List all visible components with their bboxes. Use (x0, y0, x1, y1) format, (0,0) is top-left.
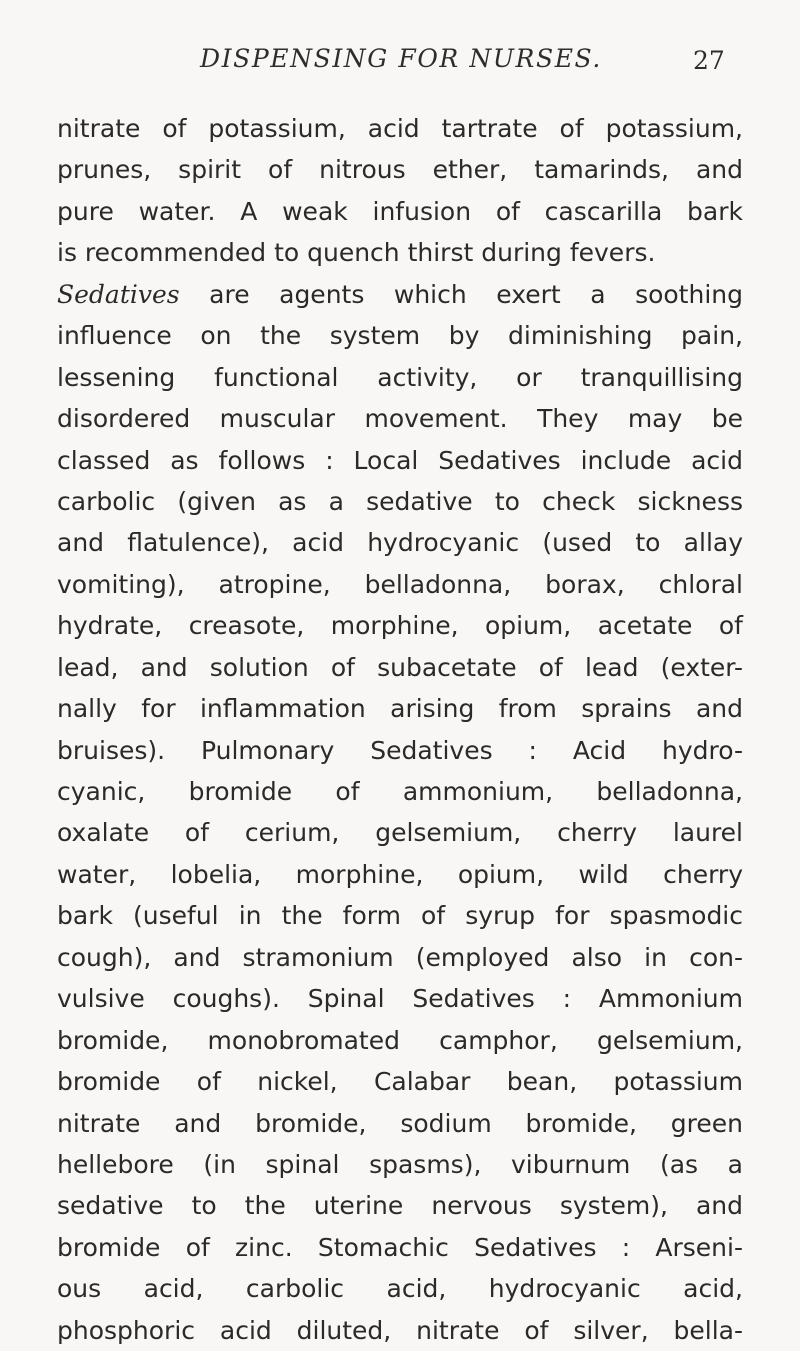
text-line: bark (useful in the form of syrup for spasmodic (57, 901, 743, 931)
text-line: cyanic, bromide of ammonium, belladonna, (57, 777, 743, 806)
text-line: hellebore (in spinal spasms), viburnum (as a (57, 1149, 743, 1179)
text-line: and flatulence), acid hydrocyanic (used to allay (57, 528, 743, 558)
text-line: is recommended to quench thirst during fevers. (57, 238, 656, 268)
paragraph-first-line (57, 274, 743, 315)
text-line: nitrate and bromide, sodium bromide, green (57, 1108, 743, 1138)
text-line: vulsive coughs). Spinal Sedatives : Ammonium (57, 984, 743, 1014)
text-line: bromide, monobromated camphor, gelsemium, (57, 1025, 743, 1055)
text-line: bromide of nickel, Calabar bean, potassium (57, 1067, 743, 1097)
text-line: water, lobelia, morphine, opium, wild cherry (57, 859, 743, 889)
text-line: lessening functional activity, or tranquillising (57, 362, 743, 392)
page-number: 27 (693, 46, 725, 75)
text-line: lead, and solution of subacetate of lead (exter- (57, 652, 743, 682)
text-line: bromide of zinc. Stomachic Sedatives : Arseni- (57, 1232, 743, 1262)
running-header (0, 44, 800, 84)
text-line: prunes, spirit of nitrous ether, tamarinds, and (57, 155, 743, 185)
text-line: sedative to the uterine nervous system), and (57, 1191, 743, 1221)
text-line: disordered muscular movement. They may be (57, 404, 743, 434)
text-line: nally for inflammation arising from sprains and (57, 694, 743, 724)
text-line: hydrate, creasote, morphine, opium, acetate of (57, 611, 743, 641)
text-line: phosphoric acid diluted, nitrate of silver, bella- (57, 1315, 743, 1345)
text-line: cough), and stramonium (employed also in con- (57, 942, 743, 972)
text-line: pure water. A weak infusion of cascarilla bark (57, 196, 743, 226)
text-line: oxalate of cerium, gelsemium, cherry laurel (57, 818, 743, 848)
text-line: vomiting), atropine, belladonna, borax, chloral (57, 569, 743, 599)
text-line: influence on the system by diminishing pain, (57, 321, 743, 351)
running-title: DISPENSING FOR NURSES. (200, 44, 602, 73)
text-line: nitrate of potassium, acid tartrate of potassium, (57, 114, 743, 143)
text-line: bruises). Pulmonary Sedatives : Acid hydro- (57, 735, 743, 765)
text-line: carbolic (given as a sedative to check sickness (57, 486, 743, 516)
text-line: classed as follows : Local Sedatives include acid (57, 445, 743, 475)
lead-term-sedatives: Sedatives (57, 279, 180, 309)
body-text (57, 108, 743, 1351)
text-line: ous acid, carbolic acid, hydrocyanic acid, (57, 1274, 743, 1304)
first-line-rest: are agents which exert a soothing (179, 279, 743, 309)
